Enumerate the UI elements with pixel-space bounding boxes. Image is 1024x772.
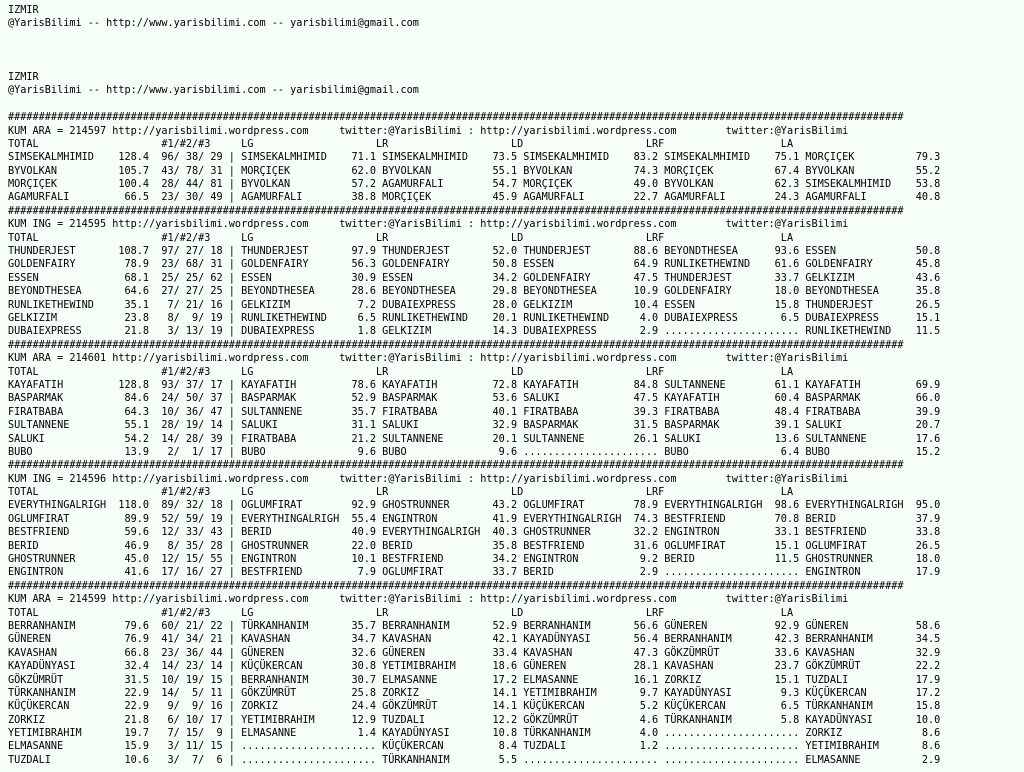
report-line: BERID 46.9 8/ 35/ 28 | GHOSTRUNNER 22.0 BERID 35.8 BESTFRIEND 31.6 OGLUMFIRAT 15.1 OGLUMFIRAT 26.5 (8, 540, 941, 552)
report-line: ZORKIZ 21.8 6/ 10/ 17 | YETIMIBRAHIM 12.9 TUZDALI 12.2 GÖKZÜMRÜT 4.6 TÜRKANHANIM 5.8 KAYADÜNYASI 10.0 (8, 714, 941, 726)
report-line: TOTAL #1/#2/#3 LG LR LD LRF LA (8, 607, 794, 619)
report-line: BERRANHANIM 79.6 60/ 21/ 22 | TÜRKANHANIM 35.7 BERRANHANIM 52.9 BERRANHANIM 56.6 GÜNEREN 92.9 GÜNEREN 58.6 (8, 620, 941, 632)
report-line: THUNDERJEST 108.7 97/ 27/ 18 | THUNDERJEST 97.9 THUNDERJEST 52.0 THUNDERJEST 88.6 BEYONDTHESEA 93.6 ESSEN 50.8 (8, 246, 941, 258)
report-line: BEYONDTHESEA 64.6 27/ 27/ 25 | BEYONDTHESEA 28.6 BEYONDTHESEA 29.8 BEYONDTHESEA 10.9 GOLDENFAIRY 18.0 BEYONDTHESEA 35.8 (8, 286, 941, 298)
report-line: KAVASHAN 66.8 23/ 36/ 44 | GÜNEREN 32.6 GÜNEREN 33.4 KAVASHAN 47.3 GÖKZÜMRÜT 33.6 KAVASHAN 32.9 (8, 647, 941, 659)
report-line: GÜNEREN 76.9 41/ 34/ 21 | KAVASHAN 34.7 KAVASHAN 42.1 KAYADÜNYASI 56.4 BERRANHANIM 42.3 BERRANHANIM 34.5 (8, 634, 941, 646)
report-line: GOLDENFAIRY 78.9 23/ 68/ 31 | GOLDENFAIRY 56.3 GOLDENFAIRY 50.8 ESSEN 64.9 RUNLIKETHEWIND 61.6 GOLDENFAIRY 45.8 (8, 259, 941, 271)
report-line: TOTAL #1/#2/#3 LG LR LD LRF LA (8, 487, 794, 499)
report-line: IZMIR (8, 5, 39, 16)
report-line: IZMIR (8, 71, 39, 83)
report-line: GÖKZÜMRÜT 31.5 10/ 19/ 15 | BERRANHANIM 30.7 ELMASANNE 17.2 ELMASANNE 16.1 ZORKIZ 15.1 TUZDALI 17.9 (8, 674, 941, 686)
report-line: TOTAL #1/#2/#3 LG LR LD LRF LA (8, 366, 794, 378)
report-line: SULTANNENE 55.1 28/ 19/ 14 | SALUKI 31.1 SALUKI 32.9 BASPARMAK 31.5 BASPARMAK 39.1 SALUKI 20.7 (8, 420, 941, 432)
report-line: KAYAFATIH 128.8 93/ 37/ 17 | KAYAFATIH 78.6 KAYAFATIH 72.8 KAYAFATIH 84.8 SULTANNENE 61.1 KAYAFATIH 69.9 (8, 379, 941, 391)
report-line: YETIMIBRAHIM 19.7 7/ 15/ 9 | ELMASANNE 1.4 KAYADÜNYASI 10.8 TÜRKANHANIM 4.0 ...................... ZORKIZ 8.6 (8, 728, 941, 740)
report-line: KUM ING = 214595 http://yarisbilimi.wordpress.com twitter:@YarisBilimi : http://yarisbilimi.wordpress.com twitter:@YarisBilimi (8, 219, 849, 231)
report-line: BUBO 13.9 2/ 1/ 17 | BUBO 9.6 BUBO 9.6 ...................... BUBO 6.4 BUBO 15.2 (8, 446, 941, 458)
report-line: GHOSTRUNNER 45.0 12/ 15/ 55 | ENGINTRON 10.1 BESTFRIEND 34.2 ENGINTRON 9.2 BERID 11.5 GHOSTRUNNER 18.0 (8, 554, 941, 566)
report-line: SALUKI 54.2 14/ 28/ 39 | FIRATBABA 21.2 SULTANNENE 20.1 SULTANNENE 26.1 SALUKI 13.6 SULTANNENE 17.6 (8, 433, 941, 445)
report-line: BESTFRIEND 59.6 12/ 33/ 43 | BERID 40.9 EVERYTHINGALRIGH 40.3 GHOSTRUNNER 32.2 ENGINTRON 33.1 BESTFRIEND 33.8 (8, 527, 941, 539)
report-line: BYVOLKAN 105.7 43/ 78/ 31 | MORÇIÇEK 62.0 BYVOLKAN 55.1 BYVOLKAN 74.3 MORÇIÇEK 67.4 BYVOLKAN 55.2 (8, 165, 941, 177)
report-line: @YarisBilimi -- http://www.yarisbilimi.com -- yarisbilimi@gmail.com (8, 85, 419, 97)
report-line: KUM ARA = 214599 http://yarisbilimi.wordpress.com twitter:@YarisBilimi : http://yarisbilimi.wordpress.com twitter:@YarisBilimi (8, 594, 849, 606)
report-line: KÜÇÜKERCAN 22.9 9/ 9/ 16 | ZORKIZ 24.4 GÖKZÜMRÜT 14.1 KÜÇÜKERCAN 5.2 KÜÇÜKERCAN 6.5 TÜRKANHANIM 15.8 (8, 701, 941, 713)
report-line: EVERYTHINGALRIGH 118.0 89/ 32/ 18 | OGLUMFIRAT 92.9 GHOSTRUNNER 43.2 OGLUMFIRAT 78.9 EVERYTHINGALRIGH 98.6 EVERYTHINGALRIGH 95.0 (8, 500, 941, 512)
report-line: TOTAL #1/#2/#3 LG LR LD LRF LA (8, 232, 794, 244)
report-line (8, 44, 940, 57)
report-line: KUM ARA = 214597 http://yarisbilimi.wordpress.com twitter:@YarisBilimi : http://yarisbilimi.wordpress.com twitter:@YarisBilimi (8, 125, 849, 137)
report-line: ELMASANNE 15.9 3/ 11/ 15 | ...................... KÜÇÜKERCAN 8.4 TUZDALI 1.2 ...................... YETIMIBRAHIM 8.6 (8, 741, 941, 753)
report-line: TOTAL #1/#2/#3 LG LR LD LRF LA (8, 138, 794, 150)
separator-line: ################################################################################################################################################## (8, 580, 904, 592)
report-line: KUM ARA = 214601 http://yarisbilimi.wordpress.com twitter:@YarisBilimi : http://yarisbilimi.wordpress.com twitter:@YarisBilimi (8, 353, 849, 365)
report-line: AGAMURFALI 66.5 23/ 30/ 49 | AGAMURFALI 38.8 MORÇIÇEK 45.9 AGAMURFALI 22.7 AGAMURFALI 24.3 AGAMURFALI 40.8 (8, 192, 941, 204)
report-line: MORÇIÇEK 100.4 28/ 44/ 81 | BYVOLKAN 57.2 AGAMURFALI 54.7 MORÇIÇEK 49.0 BYVOLKAN 62.3 SIMSEKALMHIMID 53.8 (8, 179, 941, 191)
report-line: RUNLIKETHEWIND 35.1 7/ 21/ 16 | GELKIZIM 7.2 DUBAIEXPRESS 28.0 GELKIZIM 10.4 ESSEN 15.8 THUNDERJEST 26.5 (8, 299, 941, 311)
report-line: ENGINTRON 41.6 17/ 16/ 27 | BESTFRIEND 7.9 OGLUMFIRAT 33.7 BERID 2.9 ...................... ENGINTRON 17.9 (8, 567, 941, 579)
report-line: ESSEN 68.1 25/ 25/ 62 | ESSEN 30.9 ESSEN 34.2 GOLDENFAIRY 47.5 THUNDERJEST 33.7 GELKIZIM 43.6 (8, 272, 941, 284)
report-line (8, 98, 940, 111)
report-line: BASPARMAK 84.6 24/ 50/ 37 | BASPARMAK 52.9 BASPARMAK 53.6 SALUKI 47.5 KAYAFATIH 60.4 BASPARMAK 66.0 (8, 393, 941, 405)
report-line: @YarisBilimi -- http://www.yarisbilimi.com -- yarisbilimi@gmail.com (8, 18, 419, 30)
report-text (8, 4, 940, 767)
report-line (8, 31, 940, 44)
separator-line: ################################################################################################################################################## (8, 339, 904, 351)
report-line: FIRATBABA 64.3 10/ 36/ 47 | SULTANNENE 35.7 FIRATBABA 40.1 FIRATBABA 39.3 FIRATBABA 48.4 FIRATBABA 39.9 (8, 406, 941, 418)
report-line: GELKIZIM 23.8 8/ 9/ 19 | RUNLIKETHEWIND 6.5 RUNLIKETHEWIND 20.1 RUNLIKETHEWIND 4.0 DUBAIEXPRESS 6.5 DUBAIEXPRESS 15.1 (8, 312, 941, 324)
report-line: KAYADÜNYASI 32.4 14/ 23/ 14 | KÜÇÜKERCAN 30.8 YETIMIBRAHIM 18.6 GÜNEREN 28.1 KAVASHAN 23.7 GÖKZÜMRÜT 22.2 (8, 661, 941, 673)
report-line: DUBAIEXPRESS 21.8 3/ 13/ 19 | DUBAIEXPRESS 1.8 GELKIZIM 14.3 DUBAIEXPRESS 2.9 ...................... RUNLIKETHEWIND 11.5 (8, 326, 941, 338)
report-line: TÜRKANHANIM 22.9 14/ 5/ 11 | GÖKZÜMRÜT 25.8 ZORKIZ 14.1 YETIMIBRAHIM 9.7 KAYADÜNYASI 9.3 KÜÇÜKERCAN 17.2 (8, 687, 941, 699)
report-line: OGLUMFIRAT 89.9 52/ 59/ 19 | EVERYTHINGALRIGH 55.4 ENGINTRON 41.9 EVERYTHINGALRIGH 74.3 BESTFRIEND 70.8 BERID 37.9 (8, 513, 941, 525)
separator-line: ################################################################################################################################################## (8, 205, 904, 217)
report-line: KUM ING = 214596 http://yarisbilimi.wordpress.com twitter:@YarisBilimi : http://yarisbilimi.wordpress.com twitter:@YarisBilimi (8, 473, 849, 485)
report-line: SIMSEKALMHIMID 128.4 96/ 38/ 29 | SIMSEKALMHIMID 71.1 SIMSEKALMHIMID 73.5 SIMSEKALMHIMID 83.2 SIMSEKALMHIMID 75.1 MORÇIÇEK 79.3 (8, 152, 941, 164)
report-line: TUZDALI 10.6 3/ 7/ 6 | ...................... TÜRKANHANIM 5.5 ...................... ...................... ELMASANNE 2.9 (8, 754, 941, 766)
separator-line: ################################################################################################################################################## (8, 112, 904, 124)
separator-line: ################################################################################################################################################## (8, 460, 904, 472)
report-line (8, 58, 940, 71)
